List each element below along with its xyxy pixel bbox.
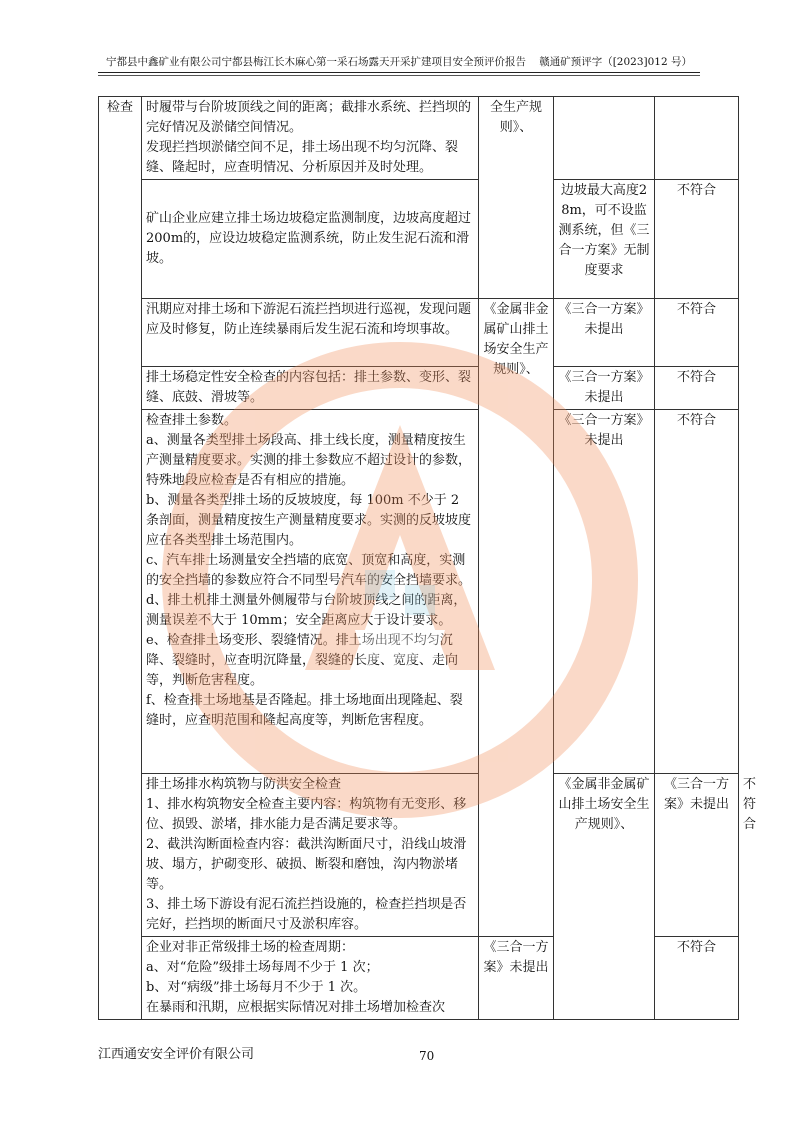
table-row	[99, 410, 739, 774]
table-row	[99, 367, 739, 410]
report-title: 宁都县中鑫矿业有限公司宁都县梅江长木麻心第一采石场露天开采扩建项目安全预评价报告	[106, 56, 526, 68]
finding-cell: 《三合一方案》未提出	[655, 774, 739, 937]
finding-cell: 《三合一方案》未提出	[554, 299, 655, 367]
finding-cell: 《三合一方案》未提出	[554, 367, 655, 410]
table-row	[99, 180, 739, 299]
finding-cell: 边坡最大高度28m，可不设监测系统，但《三合一方案》无制度要求	[554, 180, 655, 299]
requirement-cell: 检查排土参数。 a、测量各类型排土场段高、排土线长度，测量精度按生产测量精度要求。实测的排土参数应不超过设计的参数，特殊地段应检查是否有相应的措施。 b、测量各类型排土场的反坡坡度，每 100m 不少于 2 条剖面，测量精度按生产测量精度要求。实测的反坡坡度应在各类型排土场范围内。 c、汽车排土场测量安全挡墙的底宽、顶宽和高度，实测的安全挡墙的参数应符合不同型号汽车的安全挡墙要求。 d、排土机排土测量外侧履带与台阶坡顶线之间的距离，测量误差不大于 10mm；安全距离应大于设计要求。 e、检查排土场变形、裂缝情况。排土场出现不均匀沉降、裂缝时，应查明沉降量，裂缝的长度、宽度、走向等，判断危害程度。 f、检查排土场地基是否隆起。排土场地面出现隆起、裂缝时，应查明范围和隆起高度等，判断危害程度。	[142, 410, 479, 774]
header-divider	[98, 75, 700, 76]
page-number: 70	[419, 1049, 435, 1063]
result-cell: 不符合	[655, 299, 739, 367]
inspection-table	[98, 96, 757, 1020]
table-row	[99, 97, 739, 180]
page-header	[98, 52, 700, 73]
footer-company: 江西通安安全评价有限公司	[98, 1047, 255, 1062]
finding-cell: 《三合一方案》未提出	[479, 937, 554, 1020]
basis-cell: 《金属非金属矿山排土场安全生产规则》、	[479, 299, 554, 937]
requirement-cell: 企业对非正常级排土场的检查周期： a、对“危险”级排土场每周不少于 1 次； b、对“病级”排土场每月不少于 1 次。 在暴雨和汛期，应根据实际情况对排土场增加检查次	[142, 937, 479, 1020]
result-cell	[655, 97, 739, 180]
finding-cell: 《三合一方案》未提出	[554, 410, 655, 774]
requirement-cell: 矿山企业应建立排土场边坡稳定监测制度，边坡高度超过 200m的，应设边坡稳定监测系统，防止发生泥石流和滑坡。	[142, 180, 479, 299]
result-cell: 不符合	[655, 367, 739, 410]
report-number: 赣通矿预评字（[2023]012 号）	[539, 56, 692, 68]
table-row	[99, 299, 739, 367]
category-cell: 检查	[99, 97, 142, 1020]
table-row: 排土场排水构筑物与防洪安全检查 1、排水构筑物安全检查主要内容：构筑物有无变形、移位、损毁、淤堵，排水能力是否满足要求等。 2、截洪沟断面检查内容：截洪沟断面尺寸，沿线山坡滑坡、塌方，护砌变形、破损、断裂和磨蚀，沟内物淤堵等。 3、排土场下游设有泥石流拦挡设施的，检查拦挡坝是否完好，拦挡坝的断面尺寸及淤积库容。 《金属非金属矿山排土场安全生产规则》、 《三合一方案》未提出 不符合	[99, 774, 739, 937]
basis-cell: 《金属非金属矿山排土场安全生产规则》、	[554, 774, 655, 1020]
requirement-cell: 汛期应对排土场和下游泥石流拦挡坝进行巡视，发现问题应及时修复，防止连续暴雨后发生泥石流和垮坝事故。	[142, 299, 479, 367]
requirement-cell: 时履带与台阶坡顶线之间的距离；截排水系统、拦挡坝的完好情况及淤储空间情况。 发现拦挡坝淤储空间不足，排土场出现不均匀沉降、裂缝、隆起时，应查明情况、分析原因并及时处理。	[142, 97, 479, 180]
result-cell: 不符合	[655, 180, 739, 299]
basis-cell: 全生产规则》、	[479, 97, 554, 299]
finding-cell	[554, 97, 655, 180]
result-cell: 不符合	[655, 937, 739, 1020]
requirement-cell: 排土场稳定性安全检查的内容包括：排土参数、变形、裂缝、底鼓、滑坡等。	[142, 367, 479, 410]
requirement-cell: 排土场排水构筑物与防洪安全检查 1、排水构筑物安全检查主要内容：构筑物有无变形、移位、损毁、淤堵，排水能力是否满足要求等。 2、截洪沟断面检查内容：截洪沟断面尺寸，沿线山坡滑坡、塌方，护砌变形、破损、断裂和磨蚀，沟内物淤堵等。 3、排土场下游设有泥石流拦挡设施的，检查拦挡坝是否完好，拦挡坝的断面尺寸及淤积库容。	[142, 774, 479, 937]
result-cell: 不符合	[655, 410, 739, 774]
